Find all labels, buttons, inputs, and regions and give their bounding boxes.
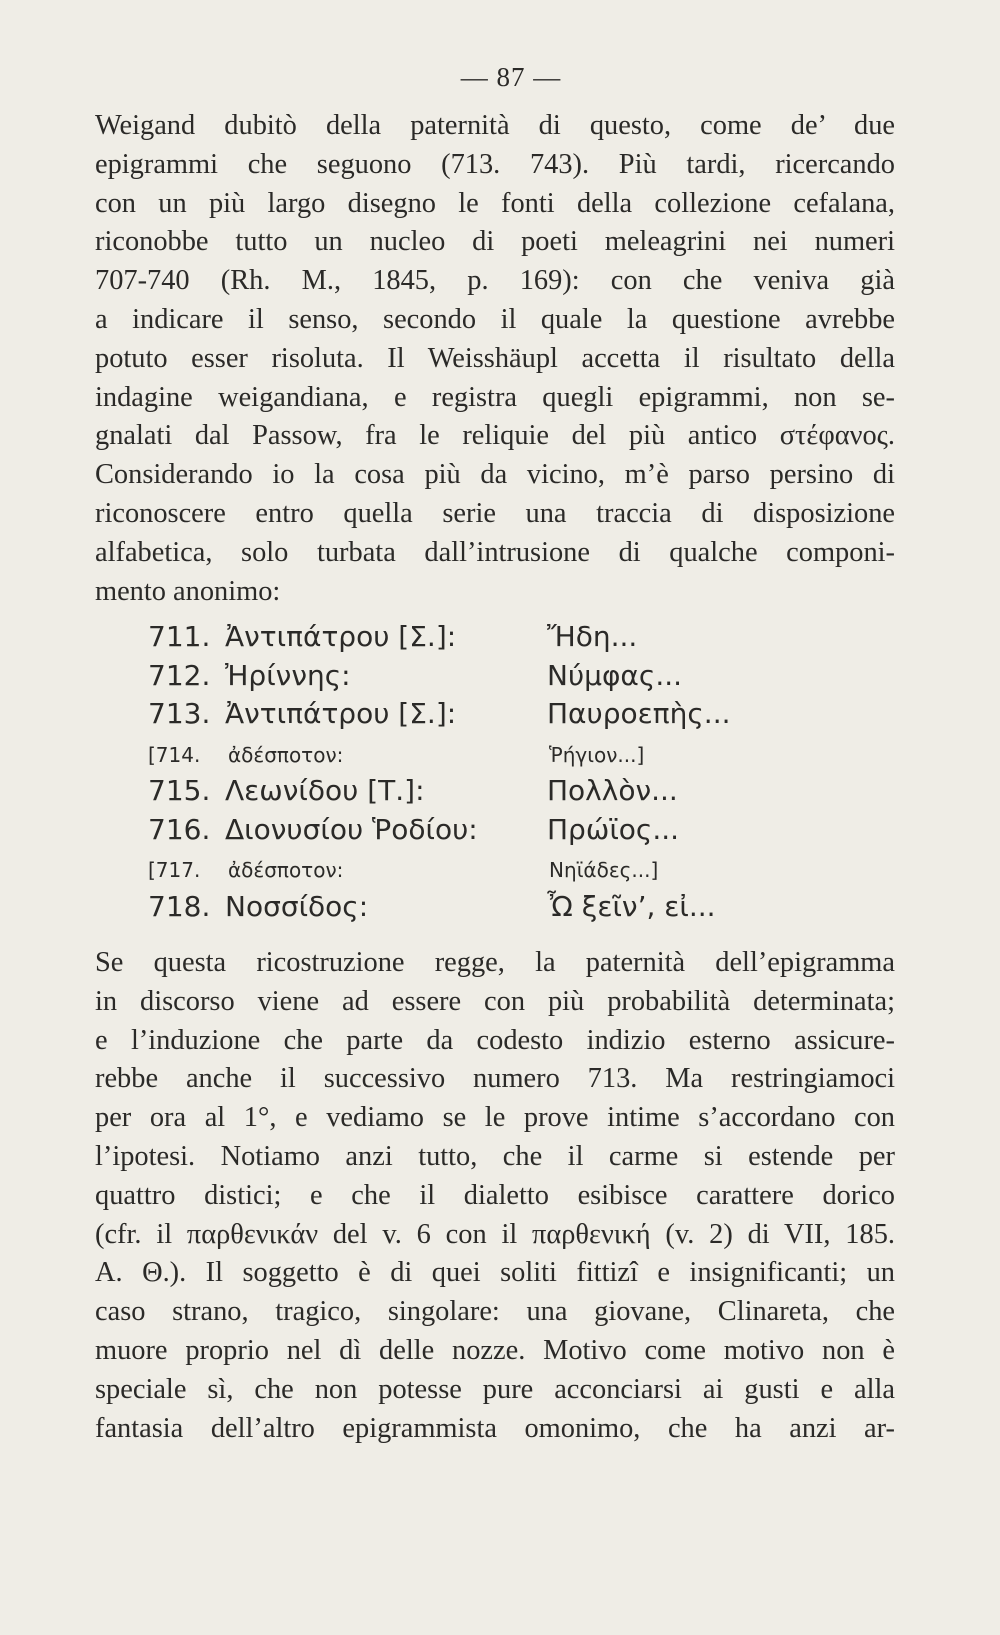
text-line: quattro distici; e che il dialetto esibisce carattere dorico — [95, 1179, 895, 1211]
list-item — [0, 620, 1000, 659]
text-line: l’ipotesi. Notiamo anzi tutto, che il carme si estende per — [95, 1140, 895, 1172]
epigram-list — [0, 620, 1000, 928]
item-incipit: Νύμφας... — [547, 658, 683, 692]
item-number: [714. — [148, 742, 201, 767]
text-line: per ora al 1°, e vediamo se le prove intime s’accordano con — [95, 1102, 895, 1134]
text-line: rebbe anche il successivo numero 713. Ma restringiamoci — [95, 1063, 895, 1095]
text-line: muore proprio nel dì delle nozze. Motivo come motivo non è — [95, 1334, 895, 1366]
item-number: 711. — [148, 620, 211, 653]
list-item — [0, 659, 1000, 698]
text-line: Se questa ricostruzione regge, la paternità dell’epigramma — [95, 947, 895, 978]
item-number: 715. — [148, 774, 211, 807]
item-author: Διονυσίου Ῥοδίου: — [225, 812, 478, 846]
page-number: — 87 — — [460, 62, 562, 92]
text-line: epigrammi che seguono (713. 743). Più tardi, ricercando — [95, 148, 895, 180]
item-incipit: Ῥήγιον...] — [549, 742, 645, 767]
text-line: caso strano, tragico, singolare: una giovane, Clinareta, che — [95, 1296, 895, 1328]
text-line: riconoscere entro quella serie una traccia di disposizione — [95, 497, 895, 529]
item-number: 712. — [148, 658, 211, 692]
text-line: con un più largo disegno le fonti della collezione cefalana, — [95, 187, 895, 219]
text-line: a indicare il senso, secondo il quale la questione avrebbe — [95, 303, 895, 335]
item-incipit: Νηϊάδες...] — [549, 858, 659, 882]
text-line: gnalati dal Passow, fra le reliquie del più antico στέφανος. — [95, 420, 895, 452]
item-author: Ἀντιπάτρου [Σ.]: — [225, 620, 457, 653]
item-number: [717. — [148, 858, 201, 882]
text-line: alfabetica, solo turbata dall’intrusione di qualche componi- — [95, 536, 895, 568]
text-line: in discorso viene ad essere con più probabilità determinata; — [95, 985, 895, 1017]
text-line: potuto esser risoluta. Il Weisshäupl accetta il risultato della — [95, 342, 895, 374]
text-line: Weigand dubitò della paternità di questo, come de’ due — [95, 110, 895, 141]
item-incipit: Ἤδη... — [547, 620, 638, 653]
text-line: Considerando io la cosa più da vicino, m’è parso persino di — [95, 459, 895, 491]
item-number: 713. — [148, 697, 211, 730]
item-number: 718. — [148, 889, 211, 923]
item-number: 716. — [148, 812, 211, 846]
item-author: Ἀντιπάτρου [Σ.]: — [225, 697, 457, 730]
text-line: indagine weigandiana, e registra quegli epigrammi, non se- — [95, 381, 895, 413]
item-author: ἀδέσποτον: — [228, 858, 344, 882]
item-author: Νοσσίδος: — [225, 889, 369, 923]
list-item — [0, 774, 1000, 813]
text-line: e l’induzione che parte da codesto indizio esterno assicure- — [95, 1024, 895, 1056]
list-item — [0, 813, 1000, 852]
text-line: 707-740 (Rh. M., 1845, p. 169): con che veniva già — [95, 265, 895, 297]
item-author: Ἠρίννης: — [225, 658, 351, 692]
text-line: fantasia dell’altro epigrammista omonimo, che ha anzi ar- — [95, 1412, 895, 1444]
text-line: mento anonimo: — [95, 575, 281, 607]
item-incipit: Πολλὸν... — [547, 774, 678, 807]
list-item — [0, 736, 1000, 775]
paragraph-1 — [95, 107, 895, 611]
item-incipit: Ὦ ξεῖν’, εἰ... — [547, 889, 716, 923]
item-incipit: Παυροεπὴς... — [547, 697, 731, 730]
list-item — [0, 890, 1000, 929]
list-item — [0, 851, 1000, 890]
text-line: (cfr. il παρθενικάν del v. 6 con il παρθενική (v. 2) di VII, 185. — [95, 1218, 895, 1250]
list-item — [0, 697, 1000, 736]
text-line: speciale sì, che non potesse pure acconciarsi ai gusti e alla — [95, 1373, 895, 1405]
item-author: ἀδέσποτον: — [228, 742, 344, 767]
item-incipit: Πρώϊος... — [547, 812, 680, 846]
item-author: Λεωνίδου [Τ.]: — [225, 774, 425, 807]
paragraph-2 — [95, 944, 895, 1448]
text-line: riconobbe tutto un nucleo di poeti meleagrini nei numeri — [95, 226, 895, 258]
text-line: A. Θ.). Il soggetto è di quei soliti fittizî e insignificanti; un — [95, 1257, 895, 1289]
